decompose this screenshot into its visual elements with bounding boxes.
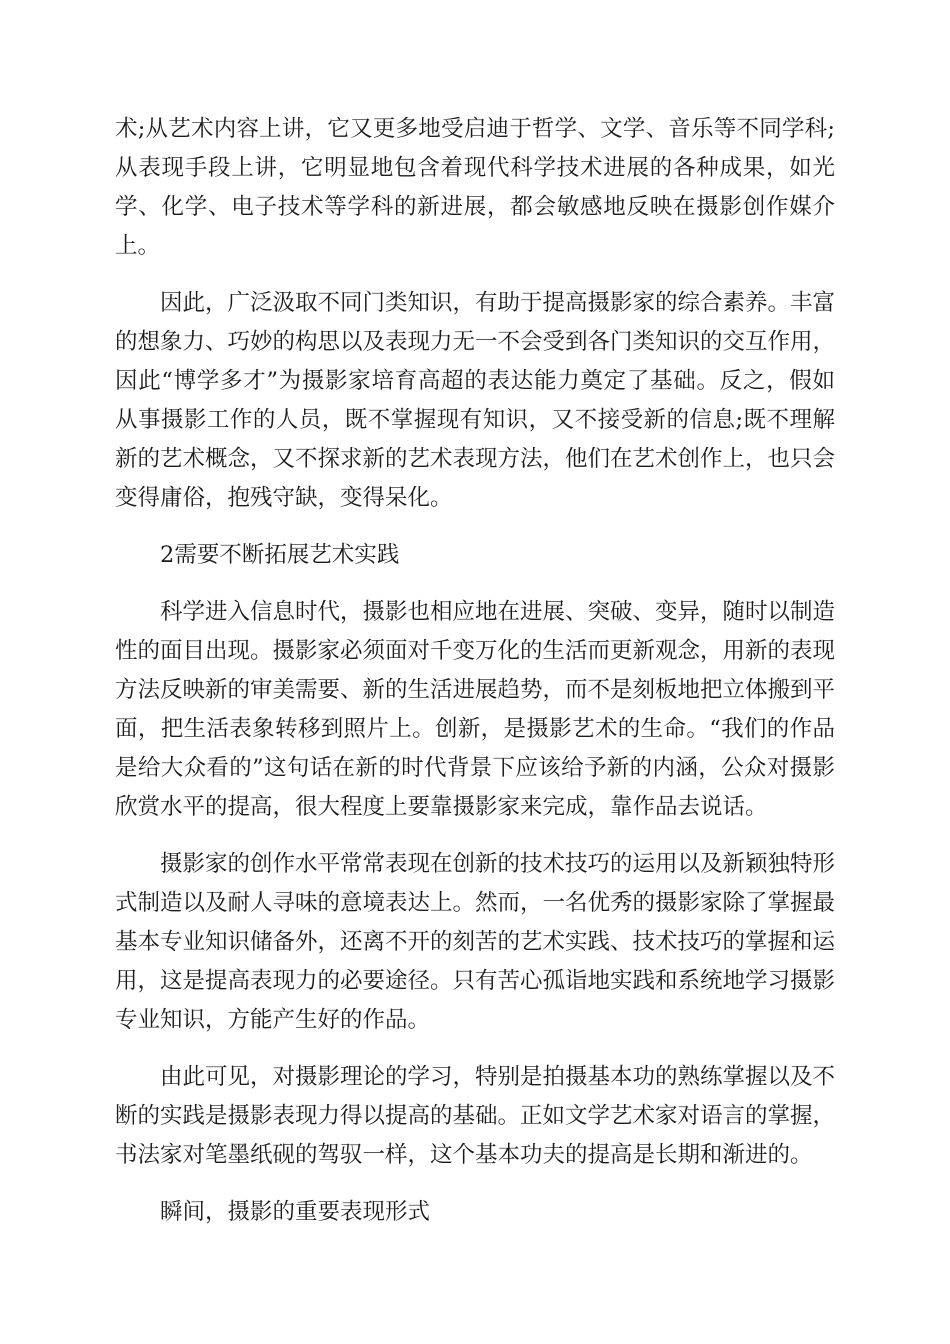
paragraph-creative-level: 摄影家的创作水平常常表现在创新的技术技巧的运用以及新颖独特形式制造以及耐人寻味的意境表达上。然而，一名优秀的摄影家除了掌握最基本专业知识储备外，还离不开的刻苦的艺术实践、技术技巧的掌握和运用，这是提高表现力的必要途径。只有苦心孤诣地实践和系统地学习摄影专业知识，方能产生好的作品。 [115, 851, 836, 1033]
document-body [115, 110, 835, 1250]
section-heading-practice: 2需要不断拓展艺术实践 [160, 542, 400, 568]
paragraph-conclusion: 由此可见，对摄影理论的学习，特别是拍摄基本功的熟练掌握以及不断的实践是摄影表现力得以提高的基础。正如文学艺术家对语言的掌握，书法家对笔墨纸砚的驾驭一样，这个基本功夫的提高是长期和渐进的。 [115, 1064, 836, 1168]
paragraph-knowledge: 因此，广泛汲取不同门类知识，有助于提高摄影家的综合素养。丰富的想象力、巧妙的构思以及表现力无一不会受到各门类知识的交互作用，因此“博学多才”为摄影家培育高超的表达能力奠定了基础。反之，假如从事摄影工作的人员，既不掌握现有知识，又不接受新的信息;既不理解新的艺术概念，又不探求新的艺术表现方法，他们在艺术创作上，也只会变得庸俗，抱残守缺，变得呆化。 [115, 290, 836, 511]
section-heading-moment: 瞬间，摄影的重要表现形式 [160, 1199, 431, 1225]
paragraph-innovation: 科学进入信息时代，摄影也相应地在进展、突破、变异，随时以制造性的面目出现。摄影家必须面对千变万化的生活而更新观念，用新的表现方法反映新的审美需要、新的生活进展趋势，而不是刻板地把立体搬到平面，把生活表象转移到照片上。创新，是摄影艺术的生命。“我们的作品是给大众看的”这句话在新的时代背景下应该给予新的内涵，公众对摄影欣赏水平的提高，很大程度上要靠摄影家来完成，靠作品去说话。 [115, 599, 836, 820]
paragraph-continuation: 术;从艺术内容上讲，它又更多地受启迪于哲学、文学、音乐等不同学科;从表现手段上讲，它明显地包含着现代科学技术进展的各种成果，如光学、化学、电子技术等学科的新进展，都会敏感地反映在摄影创作媒介上。 [115, 116, 835, 259]
